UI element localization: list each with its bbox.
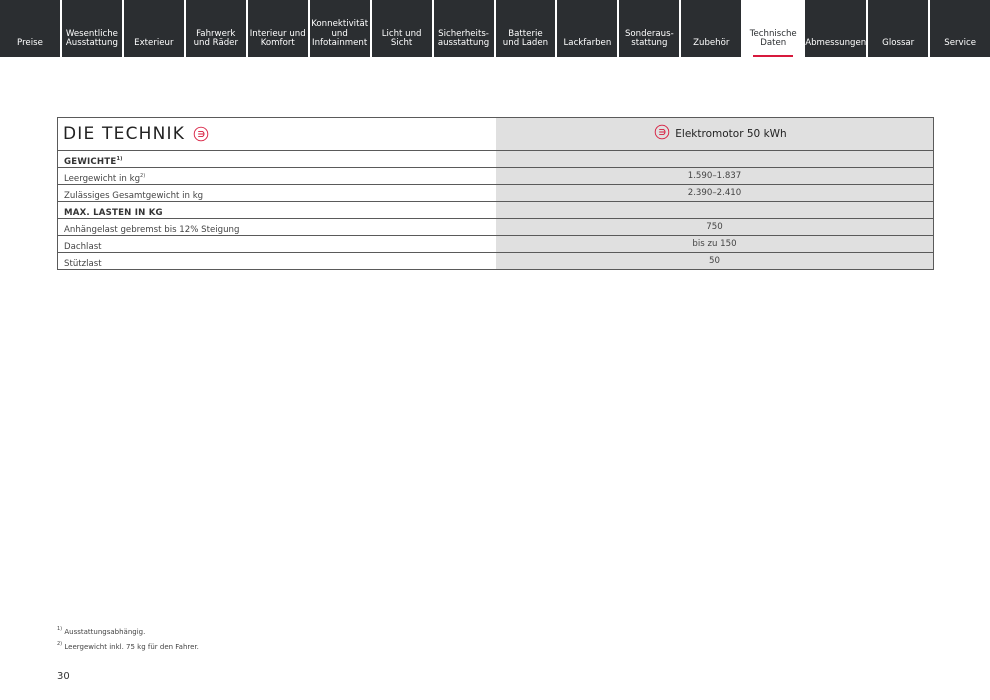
page-number: 30 bbox=[57, 671, 70, 682]
nav-tab-sonderausstattung[interactable]: Sonderaus- stattung bbox=[619, 0, 679, 57]
row-value: bis zu 150 bbox=[496, 236, 933, 252]
row-value bbox=[496, 202, 933, 218]
nav-tab-preise[interactable]: Preise bbox=[0, 0, 60, 57]
electric-plug-icon bbox=[193, 126, 209, 142]
nav-tab-licht[interactable]: Licht und Sicht bbox=[372, 0, 432, 57]
nav-tab-service[interactable]: Service bbox=[930, 0, 990, 57]
row-value: 2.390–2.410 bbox=[496, 185, 933, 201]
row-value: 750 bbox=[496, 219, 933, 235]
table-row bbox=[58, 218, 933, 235]
nav-tab-batterie[interactable]: Batterie und Laden bbox=[496, 0, 556, 57]
row-value bbox=[496, 151, 933, 167]
row-label: Anhängelast gebremst bis 12% Steigung bbox=[64, 225, 240, 235]
table-title-cell bbox=[58, 118, 496, 150]
table-row bbox=[58, 150, 933, 167]
row-label: MAX. LASTEN IN KG bbox=[64, 208, 163, 218]
table-row bbox=[58, 167, 933, 184]
row-label: Zulässiges Gesamtgewicht in kg bbox=[64, 191, 204, 201]
nav-tab-wesentliche-ausstattung[interactable]: Wesentliche Ausstattung bbox=[62, 0, 122, 57]
technical-data-table bbox=[57, 117, 934, 270]
nav-tab-glossar[interactable]: Glossar bbox=[868, 0, 928, 57]
row-label: GEWICHTE$^{1)}$ bbox=[64, 156, 123, 167]
row-value: 50 bbox=[496, 253, 933, 269]
nav-tab-zubehoer[interactable]: Zubehör bbox=[681, 0, 741, 57]
table-row bbox=[58, 201, 933, 218]
table-row bbox=[58, 252, 933, 269]
footnote: $^{2)}$ Leergewicht inkl. 75 kg für den Fahrer. bbox=[57, 640, 199, 651]
nav-tab-technische-daten[interactable]: Technische Daten bbox=[743, 0, 803, 57]
column-header-cell bbox=[496, 118, 933, 150]
nav-tab-sicherheit[interactable]: Sicherheits- ausstattung bbox=[434, 0, 494, 57]
column-header: Elektromotor 50 kWh bbox=[675, 128, 787, 140]
nav-tab-konnektivitaet[interactable]: Konnektivität und Infotainment bbox=[310, 0, 370, 57]
footnote: $^{1)}$ Ausstattungsabhängig. bbox=[57, 626, 146, 636]
row-value: 1.590–1.837 bbox=[496, 168, 933, 184]
row-label: Stützlast bbox=[64, 259, 102, 269]
row-label: Leergewicht in $kg^{2)}$ bbox=[64, 173, 146, 184]
nav-tab-exterieur[interactable]: Exterieur bbox=[124, 0, 184, 57]
top-navigation bbox=[0, 0, 990, 57]
table-row bbox=[58, 235, 933, 252]
table-header bbox=[58, 118, 933, 150]
nav-tab-interieur[interactable]: Interieur und Komfort bbox=[248, 0, 308, 57]
table-title: DIE TECHNIK bbox=[63, 124, 186, 144]
nav-tab-abmessungen[interactable]: Abmessungen bbox=[805, 0, 866, 57]
nav-tab-fahrwerk[interactable]: Fahrwerk und Räder bbox=[186, 0, 246, 57]
electric-motor-icon bbox=[654, 124, 670, 140]
table-row bbox=[58, 184, 933, 201]
row-label: Dachlast bbox=[64, 242, 102, 252]
footnotes bbox=[57, 624, 199, 653]
nav-tab-lackfarben[interactable]: Lackfarben bbox=[557, 0, 617, 57]
